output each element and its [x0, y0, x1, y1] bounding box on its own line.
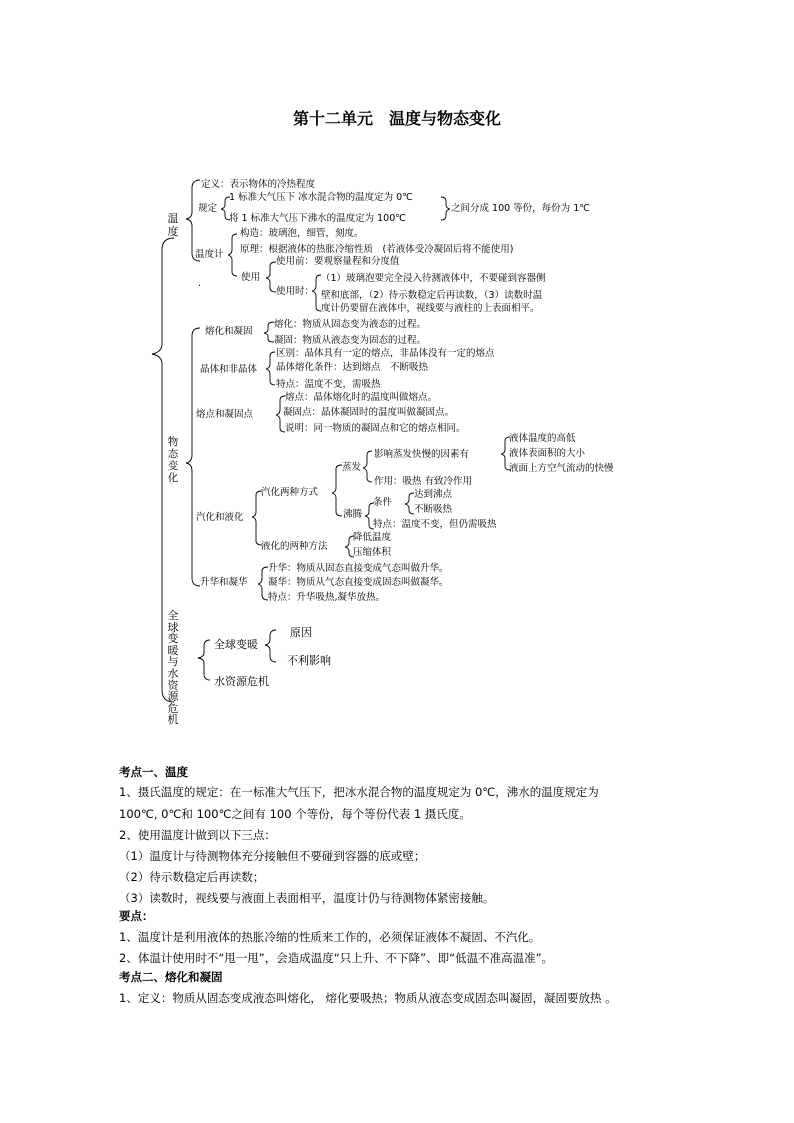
temp-definition: 定义：表示物体的冷热程度 — [201, 179, 316, 190]
node-vaporize-liquefy: 汽化和液化 — [196, 512, 244, 523]
boil-feature: 特点：温度不变，但仍需吸热 — [373, 519, 497, 530]
freezing-point-definition: 凝固点：晶体凝固时的温度叫做凝固点。 — [283, 407, 455, 418]
node-rule: 规定 — [198, 203, 218, 214]
warming-cause: 原因 — [290, 626, 312, 639]
melting-point-definition: 熔点：晶体熔化时的温度叫做熔点。 — [285, 392, 438, 403]
boil-condition-2: 不断吸热 — [414, 504, 453, 515]
node-evaporation: 蒸发 — [342, 462, 362, 473]
melt-definition: 熔化：物质从固态变为液态的过程。 — [274, 319, 427, 330]
node-liquefy-ways: 液化的两种方法 — [261, 541, 328, 552]
deposition-definition: 凝华：物质从气态直接变成固态叫做凝华。 — [268, 577, 449, 588]
evap-factors: 影响蒸发快慢的因素有 — [374, 449, 470, 460]
crystal-difference: 区别：晶体具有一定的熔点，非晶体没有一定的熔点 — [276, 348, 495, 359]
stray-dot: . — [198, 278, 202, 289]
node-melt-freeze: 熔化和凝固 — [205, 326, 253, 337]
paragraph: （1）温度计与待测物体充分接触但不要碰到容器的底或壁； — [119, 849, 426, 863]
liquefy-compress: 压缩体积 — [353, 547, 392, 558]
node-boil-condition: 条件 — [373, 497, 393, 508]
use-during: 使用时： — [276, 286, 315, 297]
paragraph: 100℃, 0℃和 100℃之间有 100 个等份，每个等份代表 1 摄氏度。 — [119, 807, 471, 821]
thermo-principle: 原理：根据液体的热胀冷缩性质 (若液体受冷凝固后将不能使用) — [240, 244, 514, 255]
node-water-crisis: 水资源危机 — [214, 675, 269, 688]
paragraph: 1、定义：物质从固态变成液态叫熔化， 熔化要吸热；物质从液态变成固态叫凝固，凝固要放热 。 — [119, 991, 617, 1005]
crystal-feature: 特点：温度不变，需吸热 — [276, 379, 381, 390]
rule-boiling-water: 将 1 标准大气压下沸水的温度定为 100℃ — [229, 213, 406, 224]
paragraph: （3）读数时，视线要与液面上表面相平，温度计仍与待测物体紧密接触。 — [119, 891, 495, 905]
sublimation-feature: 特点：升华吸热,凝华放热。 — [268, 592, 386, 603]
section-heading-melting: 考点二、熔化和凝固 — [119, 970, 223, 984]
node-melting-point: 熔点和凝固点 — [196, 409, 254, 420]
use-before: 使用前：要观察量程和分度值 — [276, 256, 400, 267]
use-during-line2: 壁和底部，（2）待示数稳定后再读数，（3）读数时温 — [321, 290, 543, 301]
node-global-warming-water: 全球变暖与水资源危机 — [167, 609, 179, 727]
rule-ice-water: 1 标准大气压下 冰水混合物的温度定为 0℃ — [229, 192, 413, 203]
crystal-condition: 晶体熔化条件：达到熔点 不断吸热 — [276, 362, 429, 373]
node-temperature: 温度 — [167, 212, 179, 238]
node-crystal: 晶体和非晶体 — [200, 364, 258, 375]
factor-temperature: 液体温度的高低 — [509, 433, 576, 444]
paragraph: 1、摄氏温度的规定：在一标准大气压下，把冰水混合物的温度规定为 0℃，沸水的温度规定为 — [119, 785, 599, 799]
page-title: 第十二单元 温度与物态变化 — [292, 109, 501, 128]
use-during-line1: （1）玻璃泡要完全浸入待测液体中，不要碰到容器侧 — [321, 273, 546, 284]
node-use: 使用 — [241, 272, 261, 283]
paragraph: 2、使用温度计做到以下三点： — [119, 828, 276, 842]
node-boiling: 沸腾 — [343, 509, 363, 520]
sublimation-definition: 升华：物质从固态直接变成气态叫做升华。 — [268, 563, 449, 574]
node-sublimation: 升华和凝华 — [200, 577, 248, 588]
node-warming: 全球变暖 — [214, 638, 258, 651]
paragraph: （2）待示数稳定后再读数； — [119, 870, 265, 884]
node-thermometer: 温度计 — [195, 249, 224, 260]
section-heading-temperature: 考点一、温度 — [119, 765, 188, 779]
rule-division: 之间分成 100 等份，每份为 1℃ — [451, 203, 590, 214]
warming-harm: 不利影响 — [287, 654, 331, 667]
section-heading-key-points: 要点： — [119, 909, 154, 923]
boil-condition-1: 达到沸点 — [414, 489, 453, 500]
factor-airflow: 液面上方空气流动的快慢 — [509, 463, 614, 474]
use-during-line3: 度计仍要留在液体中，视线要与液柱的上表面相平。 — [321, 303, 540, 314]
node-vaporize-ways: 汽化两种方式 — [261, 487, 319, 498]
factor-surface-area: 液体表面积的大小 — [509, 448, 586, 459]
paragraph: 2、体温计使用时不“甩一甩”，会造成温度“只上升、不下降”、即“低温不准高温准”。 — [119, 951, 554, 965]
melting-point-note: 说明：同一物质的凝固点和它的熔点相同。 — [285, 423, 466, 434]
freeze-definition: 凝固：物质从液态变为固态的过程。 — [274, 335, 427, 346]
paragraph: 1、温度计是利用液体的热胀冷缩的性质来工作的，必须保证液体不凝固、不汽化。 — [119, 930, 541, 944]
node-state-change: 物态变化 — [167, 436, 179, 484]
thermo-structure: 构造：玻璃泡，细管，刻度。 — [240, 228, 364, 239]
liquefy-cool: 降低温度 — [353, 532, 392, 543]
evap-effect: 作用：吸热 有致冷作用 — [374, 476, 473, 487]
